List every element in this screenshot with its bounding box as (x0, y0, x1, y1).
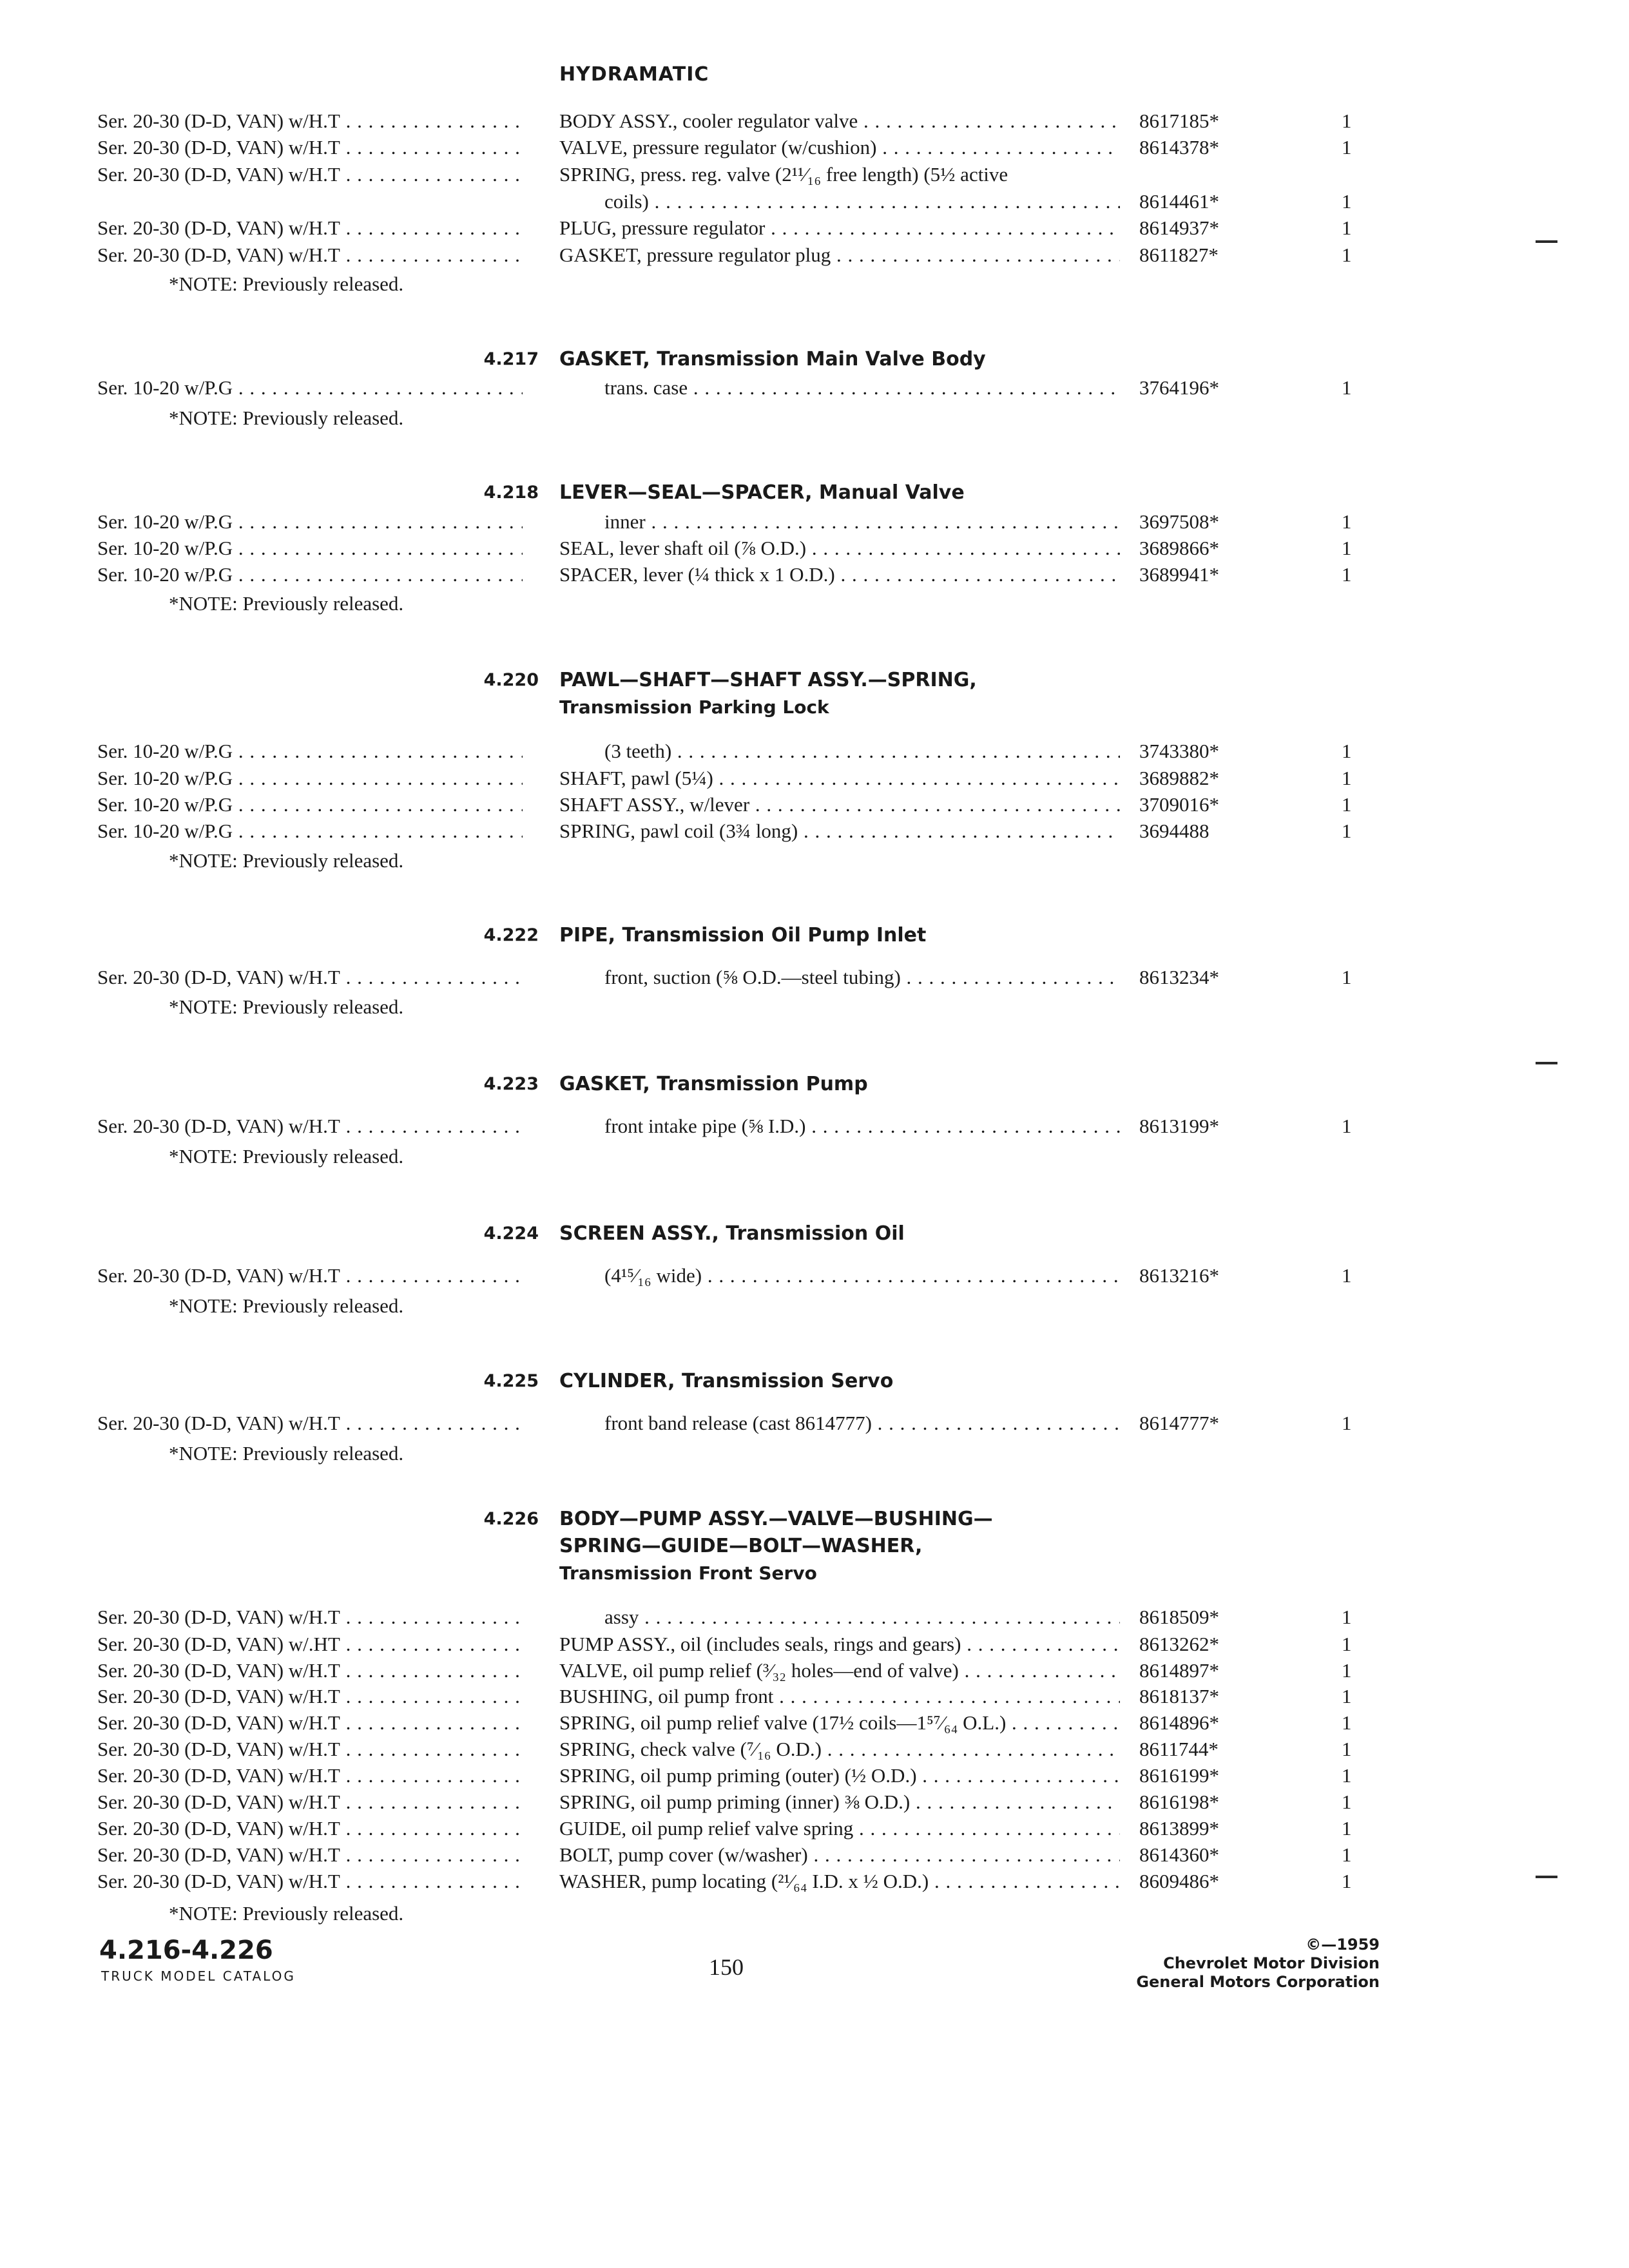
part-description: SPRING, check valve (⁷⁄₁₆ O.D.) . . . (559, 1736, 1120, 1762)
publisher-block (1136, 1936, 1380, 1992)
applicability: Ser. 20-30 (D-D, VAN) w/.HT . . . (97, 1631, 523, 1657)
part-number: 8618509* (1139, 1606, 1219, 1628)
part-description: SHAFT ASSY., w/lever . . . (559, 792, 1120, 818)
applicability: Ser. 20-30 (D-D, VAN) w/H.T . . . (97, 1736, 523, 1762)
part-number: 8611744* (1139, 1738, 1219, 1760)
part-number: 3689866* (1139, 537, 1219, 559)
part-number: 8614937* (1139, 216, 1219, 239)
section-title: Transmission Front Servo (559, 1562, 817, 1584)
part-number: 8614461* (1139, 190, 1219, 213)
section-number: 4.217 (483, 349, 539, 369)
part-description: SPRING, pawl coil (3¾ long) . . . (559, 818, 1120, 844)
page-number: 150 (709, 1954, 744, 1980)
quantity: 1 (1342, 136, 1352, 159)
quantity: 1 (1342, 563, 1352, 586)
quantity: 1 (1342, 1843, 1352, 1866)
quantity: 1 (1342, 1817, 1352, 1840)
section-number: 4.220 (483, 670, 539, 690)
part-description: trans. case . . . (604, 375, 1120, 401)
applicability: Ser. 10-20 w/P.G . . . (97, 792, 523, 818)
quantity: 1 (1342, 1791, 1352, 1813)
applicability: Ser. 20-30 (D-D, VAN) w/H.T . . . (97, 1763, 523, 1789)
quantity: 1 (1342, 537, 1352, 559)
section-number: 4.223 (483, 1074, 539, 1094)
note: *NOTE: Previously released. (169, 592, 404, 615)
applicability: Ser. 20-30 (D-D, VAN) w/H.T . . . (97, 1842, 523, 1868)
section-title: PAWL—SHAFT—SHAFT ASSY.—SPRING, (559, 669, 977, 691)
quantity: 1 (1342, 510, 1352, 533)
quantity: 1 (1342, 1685, 1352, 1707)
section-title: SCREEN ASSY., Transmission Oil (559, 1222, 905, 1245)
part-number: 8611827* (1139, 244, 1219, 266)
applicability: Ser. 20-30 (D-D, VAN) w/H.T . . . (97, 1263, 523, 1289)
note: *NOTE: Previously released. (169, 1294, 404, 1317)
part-description: assy . . . (604, 1604, 1120, 1630)
section-title: PIPE, Transmission Oil Pump Inlet (559, 924, 927, 947)
part-number: 8614777* (1139, 1412, 1219, 1434)
part-number: 8616198* (1139, 1791, 1219, 1813)
quantity: 1 (1342, 966, 1352, 988)
quantity: 1 (1342, 1606, 1352, 1628)
margin-mark (1536, 1876, 1557, 1878)
part-number: 3689941* (1139, 563, 1219, 586)
part-description: front, suction (⅝ O.D.—steel tubing) . . . (604, 965, 1120, 990)
section-number: 4.225 (483, 1371, 539, 1391)
part-number: 8613262* (1139, 1633, 1219, 1655)
part-description: SPRING, oil pump priming (inner) ⅜ O.D.) . . . (559, 1789, 1120, 1815)
note: *NOTE: Previously released. (169, 1902, 404, 1925)
quantity: 1 (1342, 1633, 1352, 1655)
applicability: Ser. 10-20 w/P.G . . . (97, 375, 523, 401)
page-heading: HYDRAMATIC (559, 63, 709, 86)
part-description: SPRING, oil pump relief valve (17½ coils—1⁵⁷⁄₆₄ O.L.) . . . (559, 1710, 1120, 1736)
division: Chevrolet Motor Division (1163, 1954, 1380, 1972)
quantity: 1 (1342, 820, 1352, 842)
part-description: front intake pipe (⅝ I.D.) . . . (604, 1113, 1120, 1139)
quantity: 1 (1342, 1764, 1352, 1787)
applicability: Ser. 20-30 (D-D, VAN) w/H.T . . . (97, 1113, 523, 1139)
part-description: SHAFT, pawl (5¼) . . . (559, 765, 1120, 791)
section-range: 4.216-4.226 (99, 1936, 273, 1965)
applicability: Ser. 20-30 (D-D, VAN) w/H.T . . . (97, 1604, 523, 1630)
note: *NOTE: Previously released. (169, 1145, 404, 1168)
part-description: BUSHING, oil pump front . . . (559, 1684, 1120, 1709)
note: *NOTE: Previously released. (169, 273, 404, 295)
quantity: 1 (1342, 740, 1352, 762)
part-number: 8613199* (1139, 1115, 1219, 1137)
part-number: 8614896* (1139, 1711, 1219, 1734)
applicability: Ser. 10-20 w/P.G . . . (97, 562, 523, 588)
section-title: Transmission Parking Lock (559, 697, 829, 718)
section-number: 4.226 (483, 1509, 539, 1529)
part-number: 8609486* (1139, 1870, 1219, 1892)
applicability: Ser. 20-30 (D-D, VAN) w/H.T . . . (97, 242, 523, 268)
part-description: GASKET, pressure regulator plug . . . (559, 242, 1120, 268)
section-number: 4.218 (483, 483, 539, 503)
part-description: BODY ASSY., cooler regulator valve . . . (559, 108, 1120, 134)
quantity: 1 (1342, 1738, 1352, 1760)
section-title: SPRING—GUIDE—BOLT—WASHER, (559, 1535, 923, 1557)
part-number: 8614378* (1139, 136, 1219, 159)
section-number: 4.224 (483, 1224, 539, 1244)
section-number: 4.222 (483, 925, 539, 945)
applicability: Ser. 10-20 w/P.G . . . (97, 765, 523, 791)
part-description: WASHER, pump locating (²¹⁄₆₄ I.D. x ½ O.D.) . . . (559, 1869, 1120, 1894)
applicability: Ser. 20-30 (D-D, VAN) w/H.T . . . (97, 162, 523, 187)
applicability: Ser. 20-30 (D-D, VAN) w/H.T . . . (97, 108, 523, 134)
applicability: Ser. 20-30 (D-D, VAN) w/H.T . . . (97, 1658, 523, 1684)
part-description: coils) . . . (604, 189, 1120, 215)
applicability: Ser. 10-20 w/P.G . . . (97, 738, 523, 764)
part-description: (3 teeth) . . . (604, 738, 1120, 764)
margin-mark (1536, 240, 1557, 243)
part-number: 8614897* (1139, 1659, 1219, 1682)
catalog-label: TRUCK MODEL CATALOG (101, 1968, 296, 1984)
part-description: front band release (cast 8614777) . . . (604, 1410, 1120, 1436)
part-description: SEAL, lever shaft oil (⅞ O.D.) . . . (559, 535, 1120, 561)
section-title: BODY—PUMP ASSY.—VALVE—BUSHING— (559, 1508, 993, 1530)
applicability: Ser. 20-30 (D-D, VAN) w/H.T . . . (97, 1816, 523, 1841)
quantity: 1 (1342, 767, 1352, 789)
part-number: 8613234* (1139, 966, 1219, 988)
quantity: 1 (1342, 216, 1352, 239)
section-title: LEVER—SEAL—SPACER, Manual Valve (559, 481, 965, 504)
quantity: 1 (1342, 1412, 1352, 1434)
part-number: 3743380* (1139, 740, 1219, 762)
part-description: GUIDE, oil pump relief valve spring . . . (559, 1816, 1120, 1841)
quantity: 1 (1342, 1870, 1352, 1892)
copyright: ©—1959 (1306, 1936, 1380, 1954)
note: *NOTE: Previously released. (169, 407, 404, 429)
note: *NOTE: Previously released. (169, 1442, 404, 1465)
part-number: 8617185* (1139, 110, 1219, 132)
part-description: inner . . . (604, 509, 1120, 535)
quantity: 1 (1342, 110, 1352, 132)
section-title: GASKET, Transmission Main Valve Body (559, 348, 986, 370)
corporation: General Motors Corporation (1136, 1973, 1380, 1991)
quantity: 1 (1342, 793, 1352, 816)
note: *NOTE: Previously released. (169, 995, 404, 1018)
part-description: BOLT, pump cover (w/washer) . . . (559, 1842, 1120, 1868)
applicability: Ser. 10-20 w/P.G . . . (97, 509, 523, 535)
applicability: Ser. 20-30 (D-D, VAN) w/H.T . . . (97, 1710, 523, 1736)
applicability: Ser. 20-30 (D-D, VAN) w/H.T . . . (97, 1684, 523, 1709)
part-number: 8616199* (1139, 1764, 1219, 1787)
part-number: 3709016* (1139, 793, 1219, 816)
part-description: (4¹⁵⁄₁₆ wide) . . . (604, 1263, 1120, 1289)
quantity: 1 (1342, 1264, 1352, 1287)
part-number: 8614360* (1139, 1843, 1219, 1866)
part-number: 8613216* (1139, 1264, 1219, 1287)
part-description: PLUG, pressure regulator . . . (559, 215, 1120, 241)
part-number: 8613899* (1139, 1817, 1219, 1840)
part-description: SPRING, oil pump priming (outer) (½ O.D.) . . . (559, 1763, 1120, 1789)
part-description: SPACER, lever (¼ thick x 1 O.D.) . . . (559, 562, 1120, 588)
applicability: Ser. 20-30 (D-D, VAN) w/H.T . . . (97, 1869, 523, 1894)
note: *NOTE: Previously released. (169, 849, 404, 872)
quantity: 1 (1342, 376, 1352, 399)
margin-mark (1536, 1062, 1557, 1064)
quantity: 1 (1342, 190, 1352, 213)
part-number: 3694488 (1139, 820, 1210, 842)
quantity: 1 (1342, 244, 1352, 266)
part-number: 8618137* (1139, 1685, 1219, 1707)
quantity: 1 (1342, 1711, 1352, 1734)
part-number: 3697508* (1139, 510, 1219, 533)
applicability: Ser. 20-30 (D-D, VAN) w/H.T . . . (97, 965, 523, 990)
section-title: CYLINDER, Transmission Servo (559, 1370, 894, 1392)
applicability: Ser. 10-20 w/P.G . . . (97, 818, 523, 844)
quantity: 1 (1342, 1659, 1352, 1682)
section-title: GASKET, Transmission Pump (559, 1073, 868, 1095)
part-number: 3764196* (1139, 376, 1219, 399)
applicability: Ser. 20-30 (D-D, VAN) w/H.T . . . (97, 135, 523, 160)
part-number: 3689882* (1139, 767, 1219, 789)
applicability: Ser. 10-20 w/P.G . . . (97, 535, 523, 561)
part-description: SPRING, press. reg. valve (2¹¹⁄₁₆ free length) (5½ active (559, 163, 1008, 186)
applicability: Ser. 20-30 (D-D, VAN) w/H.T . . . (97, 215, 523, 241)
part-description: PUMP ASSY., oil (includes seals, rings and gears) . . . (559, 1631, 1120, 1657)
part-description: VALVE, oil pump relief (³⁄₃₂ holes—end of valve) . . . (559, 1658, 1120, 1684)
quantity: 1 (1342, 1115, 1352, 1137)
part-description: VALVE, pressure regulator (w/cushion) . . . (559, 135, 1120, 160)
applicability: Ser. 20-30 (D-D, VAN) w/H.T . . . (97, 1789, 523, 1815)
applicability: Ser. 20-30 (D-D, VAN) w/H.T . . . (97, 1410, 523, 1436)
